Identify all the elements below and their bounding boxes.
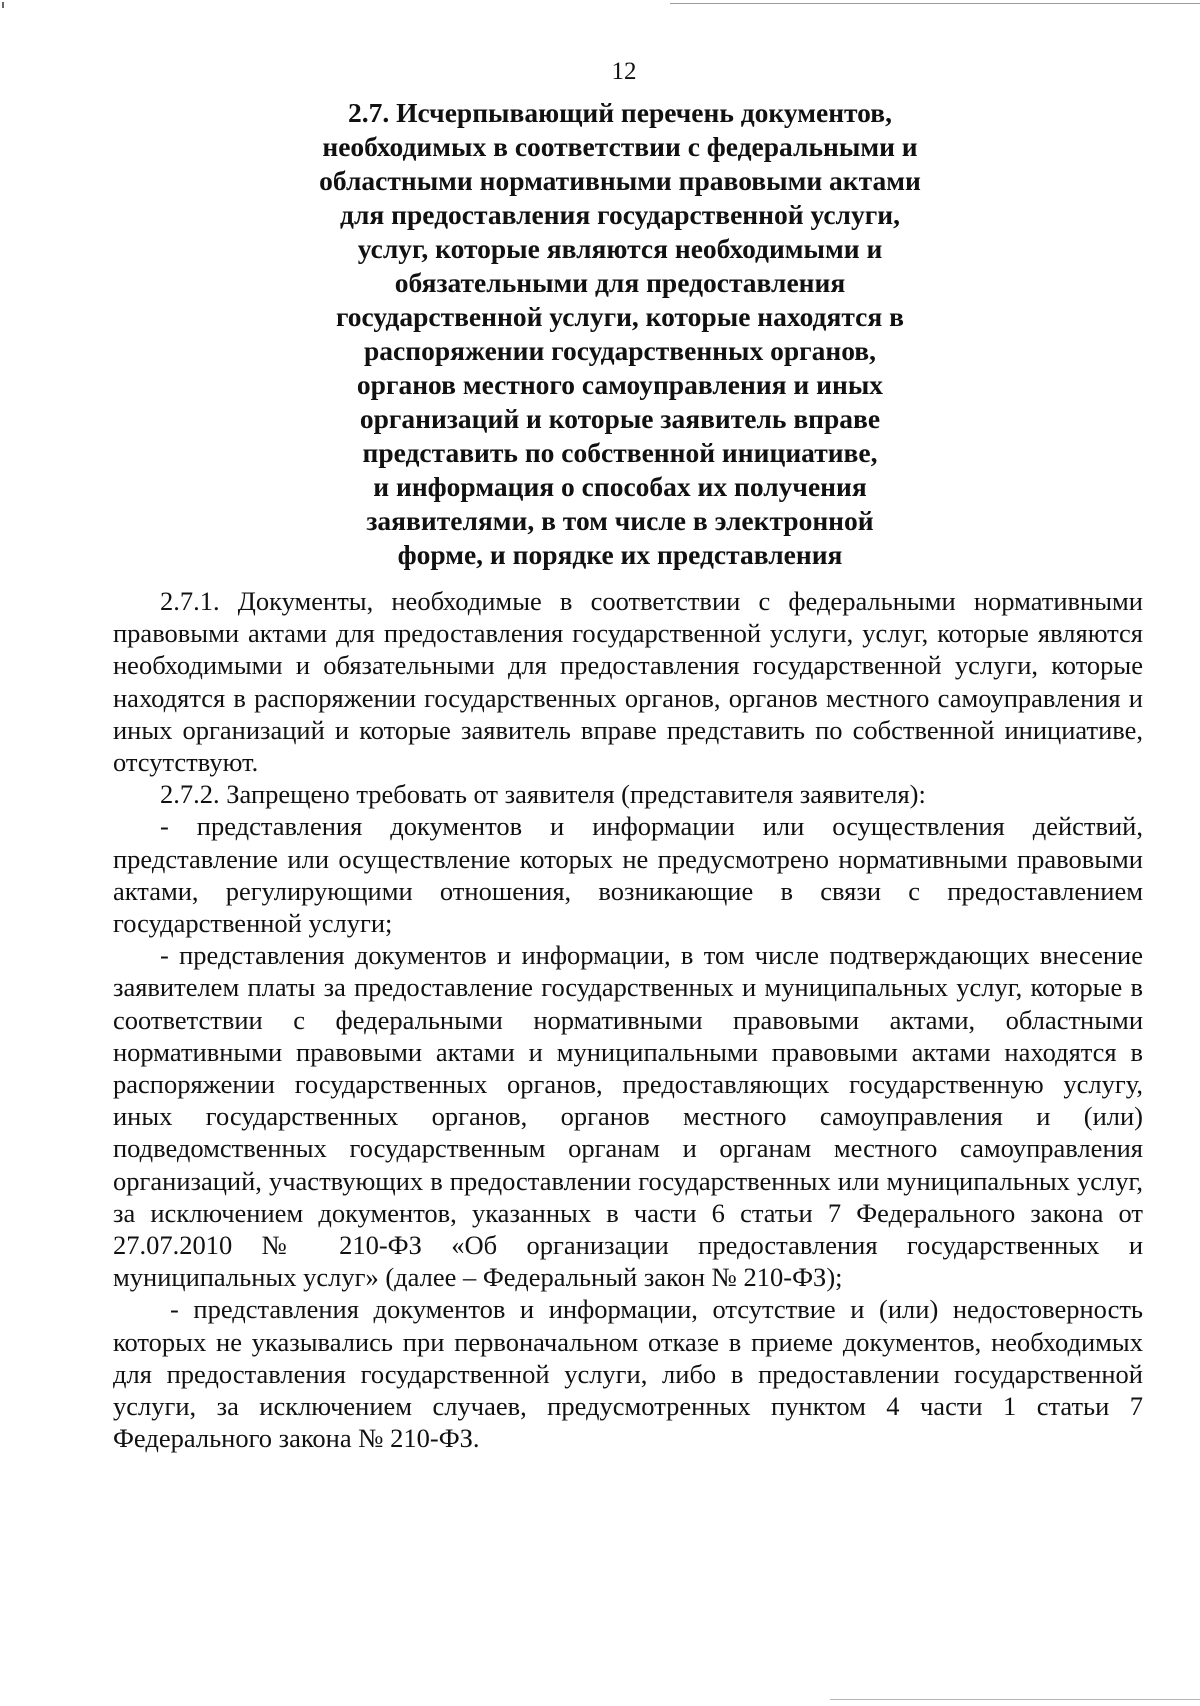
section-title-line: 2.7. Исчерпывающий перечень документов, xyxy=(348,97,892,128)
section-title-line: органов местного самоуправления и иных xyxy=(356,369,884,400)
section-title-line: заявителями, в том числе в электронной xyxy=(366,505,874,536)
list-item-prohibition-1: - представления документов и информации или осуществления действий, представление или осуществление которых не предусмотрено нормативными правовыми актами, регулирующими отношения, возникающие в связи с предоставлением государственной услуги; xyxy=(113,811,1143,939)
scan-artifact-top-line xyxy=(670,3,1200,4)
section-title-line: форме, и порядке их представления xyxy=(397,539,843,570)
paragraph-2-7-1: 2.7.1. Документы, необходимые в соответствии с федеральными нормативными правовыми актами для предоставления государственной услуги, услуг, которые являются необходимыми и обязательными для предоставления государственной услуги, которые находятся в распоряжении государственных органов, органов местного самоуправления и иных организаций и которые заявитель вправе представить по собственной инициативе, отсутствуют. xyxy=(113,586,1143,778)
scan-artifact-mark xyxy=(2,2,4,8)
section-title-line: обязательными для предоставления xyxy=(394,267,846,298)
section-title-line: представить по собственной инициативе, xyxy=(362,437,878,468)
document-body xyxy=(113,585,1143,1454)
section-title-line: и информация о способах их получения xyxy=(373,471,867,502)
list-item-prohibition-2: - представления документов и информации, в том числе подтверждающих внесение заявителем платы за предоставление государственных и муниципальных услуг, которые в соответствии с федеральными нормативными правовыми актами, областными нормативными правовыми актами и муниципальными правовыми актами находятся в распоряжении государственных органов, предоставляющих государственную услугу, иных государственных органов, органов местного самоуправления и (или) подведомственных государственным органам и органам местного самоуправления организаций, участвующих в предоставлении государственных или муниципальных услуг, за исключением документов, указанных в части 6 статьи 7 Федерального закона от 27.07.2010 № 210-ФЗ «Об организации предоставления государственных и муниципальных услуг» (далее – Федеральный закон № 210-ФЗ); xyxy=(113,940,1143,1293)
list-item-prohibition-3: - представления документов и информации, отсутствие и (или) недостоверность которых не указывались при первоначальном отказе в приеме документов, необходимых для предоставления государственной услуги, либо в предоставлении государственной услуги, за исключением случаев, предусмотренных пунктом 4 части 1 статьи 7 Федерального закона № 210-ФЗ. xyxy=(113,1294,1143,1454)
page-number: 12 xyxy=(611,58,637,85)
section-title-line: необходимых в соответствии с федеральными и xyxy=(322,131,918,162)
paragraph-2-7-2: 2.7.2. Запрещено требовать от заявителя (представителя заявителя): xyxy=(160,779,926,810)
section-title-line: организаций и которые заявитель вправе xyxy=(359,403,881,434)
section-title-line: для предоставления государственной услуги, xyxy=(340,199,900,230)
section-title xyxy=(290,96,950,572)
section-title-line: областными нормативными правовыми актами xyxy=(319,165,921,196)
scan-artifact-bottom-line xyxy=(830,1699,1200,1700)
section-title-line: услуг, которые являются необходимыми и xyxy=(357,233,883,264)
section-title-line: государственной услуги, которые находятся в xyxy=(336,301,904,332)
section-title-line: распоряжении государственных органов, xyxy=(363,335,877,366)
